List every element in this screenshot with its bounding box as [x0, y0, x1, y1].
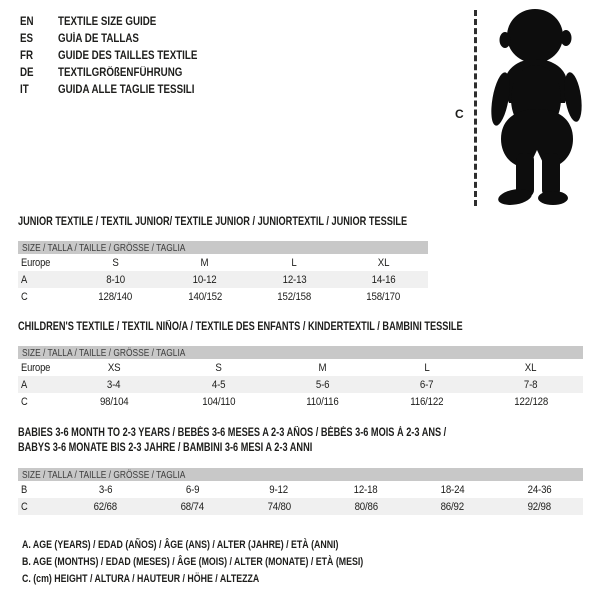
row-label: B [21, 483, 28, 496]
row-label: Europe [21, 361, 51, 374]
size-band [18, 346, 583, 359]
size-cell: 140/152 [187, 290, 222, 303]
size-cell: 62/68 [93, 500, 118, 513]
size-table-children [18, 359, 583, 410]
size-cell: 24-36 [527, 483, 552, 496]
size-cell: 68/74 [180, 500, 204, 513]
row-label: C [21, 395, 28, 408]
row-label: A [21, 273, 28, 286]
table-section-junior [18, 216, 428, 305]
language-row-de [20, 64, 222, 81]
toddler-silhouette-icon [486, 7, 592, 207]
language-code: FR [20, 49, 34, 62]
size-cell: 152/158 [277, 290, 312, 303]
size-cell: 3-4 [107, 378, 121, 391]
language-code: IT [20, 83, 29, 96]
language-title: GUIDE DES TAILLES TEXTILE [58, 49, 198, 62]
size-band [18, 468, 583, 481]
language-code: ES [20, 32, 34, 45]
size-cell: 6-7 [419, 378, 434, 391]
size-cell: L [424, 361, 430, 374]
size-cell: XL [525, 361, 537, 374]
language-title: GUIDA ALLE TAGLIE TESSILI [58, 83, 195, 96]
size-cell: 4-5 [211, 378, 226, 391]
language-row-it [20, 81, 222, 98]
note-age-years: A. AGE (YEARS) / EDAD (AÑOS) / ÂGE (ANS) / ALTER (JAHRE) / ETÀ (ANNI) [22, 539, 339, 551]
language-row-en [20, 13, 222, 30]
height-measure-label: C [455, 107, 464, 121]
table-row [18, 481, 583, 498]
size-cell: 80/86 [354, 500, 378, 513]
table-row [18, 393, 583, 410]
table-section-children [18, 321, 583, 410]
row-label: Europe [21, 256, 51, 269]
legend-notes [22, 537, 449, 587]
note-height-cm: C. (cm) HEIGHT / ALTURA / HAUTEUR / HÖHE / ALTEZZA [22, 572, 260, 585]
table-row [18, 288, 428, 305]
table-row [18, 254, 428, 271]
size-cell: 9-12 [269, 483, 289, 496]
size-cell: XL [377, 256, 390, 269]
table-title-junior: JUNIOR TEXTILE / TEXTIL JUNIOR/ TEXTILE JUNIOR / JUNIORTEXTIL / JUNIOR TESSILE [18, 216, 408, 228]
table-row [18, 498, 583, 515]
size-band-label: SIZE / TALLA / TAILLE / GRÖSSE / TAGLIA [22, 468, 186, 481]
table-row [18, 271, 428, 288]
size-cell: M [318, 361, 327, 374]
size-cell: 116/122 [410, 395, 444, 408]
size-table-junior [18, 254, 428, 305]
size-cell: 7-8 [524, 378, 538, 391]
size-cell: M [200, 256, 209, 269]
size-cell: S [112, 256, 119, 269]
size-table-babies [18, 481, 583, 515]
size-band-label: SIZE / TALLA / TAILLE / GRÖSSE / TAGLIA [22, 241, 186, 254]
size-cell: 92/98 [527, 500, 552, 513]
size-cell: XS [107, 361, 121, 374]
table-row [18, 376, 583, 393]
size-band [18, 241, 428, 254]
size-cell: 18-24 [440, 483, 465, 496]
table-title-children: CHILDREN'S TEXTILE / TEXTIL NIÑO/A / TEXTILE DES ENFANTS / KINDERTEXTIL / BAMBINI TESSILE [18, 321, 463, 333]
size-cell: 104/110 [201, 395, 235, 408]
language-list [20, 13, 222, 98]
size-cell: 12-18 [353, 483, 378, 496]
size-cell: 5-6 [315, 378, 330, 391]
size-cell: 6-9 [185, 483, 199, 496]
table-section-babies [18, 426, 583, 515]
size-cell: 14-16 [371, 273, 396, 286]
size-cell: 8-10 [106, 273, 125, 286]
language-title: GUÍA DE TALLAS [58, 32, 139, 45]
size-cell: 128/140 [98, 290, 133, 303]
height-measure-line [474, 10, 477, 206]
size-cell: 74/80 [267, 500, 291, 513]
size-cell: 122/128 [513, 395, 548, 408]
row-label: C [21, 500, 28, 513]
size-cell: L [291, 256, 297, 269]
size-cell: 86/92 [441, 500, 465, 513]
size-band-label: SIZE / TALLA / TAILLE / GRÖSSE / TAGLIA [22, 346, 186, 359]
size-cell: 158/170 [366, 290, 401, 303]
language-code: DE [20, 66, 34, 79]
size-cell: 110/116 [306, 395, 339, 408]
language-code: EN [20, 15, 34, 28]
size-cell: 98/104 [99, 395, 129, 408]
size-cell: 3-6 [98, 483, 113, 496]
table-row [18, 359, 583, 376]
size-cell: S [215, 361, 222, 374]
row-label: C [21, 290, 28, 303]
note-age-months: B. AGE (MONTHS) / EDAD (MESES) / ÂGE (MOIS) / ALTER (MONATE) / ETÀ (MESI) [22, 555, 364, 568]
row-label: A [21, 378, 28, 391]
language-title: TEXTILE SIZE GUIDE [58, 15, 157, 28]
size-cell: 10-12 [192, 273, 217, 286]
size-cell: 12-13 [282, 273, 307, 286]
language-title: TEXTILGRÖßENFÜHRUNG [58, 66, 183, 79]
table-title-babies: BABIES 3-6 MONTH TO 2-3 YEARS / BEBÉS 3-6 MESES A 2-3 AÑOS / BÉBÉS 3-6 MOIS À 2-3 ANS / BABYS 3-6 MONATE BIS 2-3 JAHRE / BAMBINI 3-6 MESI A 2-3 ANNI [18, 427, 447, 454]
language-row-fr [20, 47, 222, 64]
language-row-es [20, 30, 222, 47]
